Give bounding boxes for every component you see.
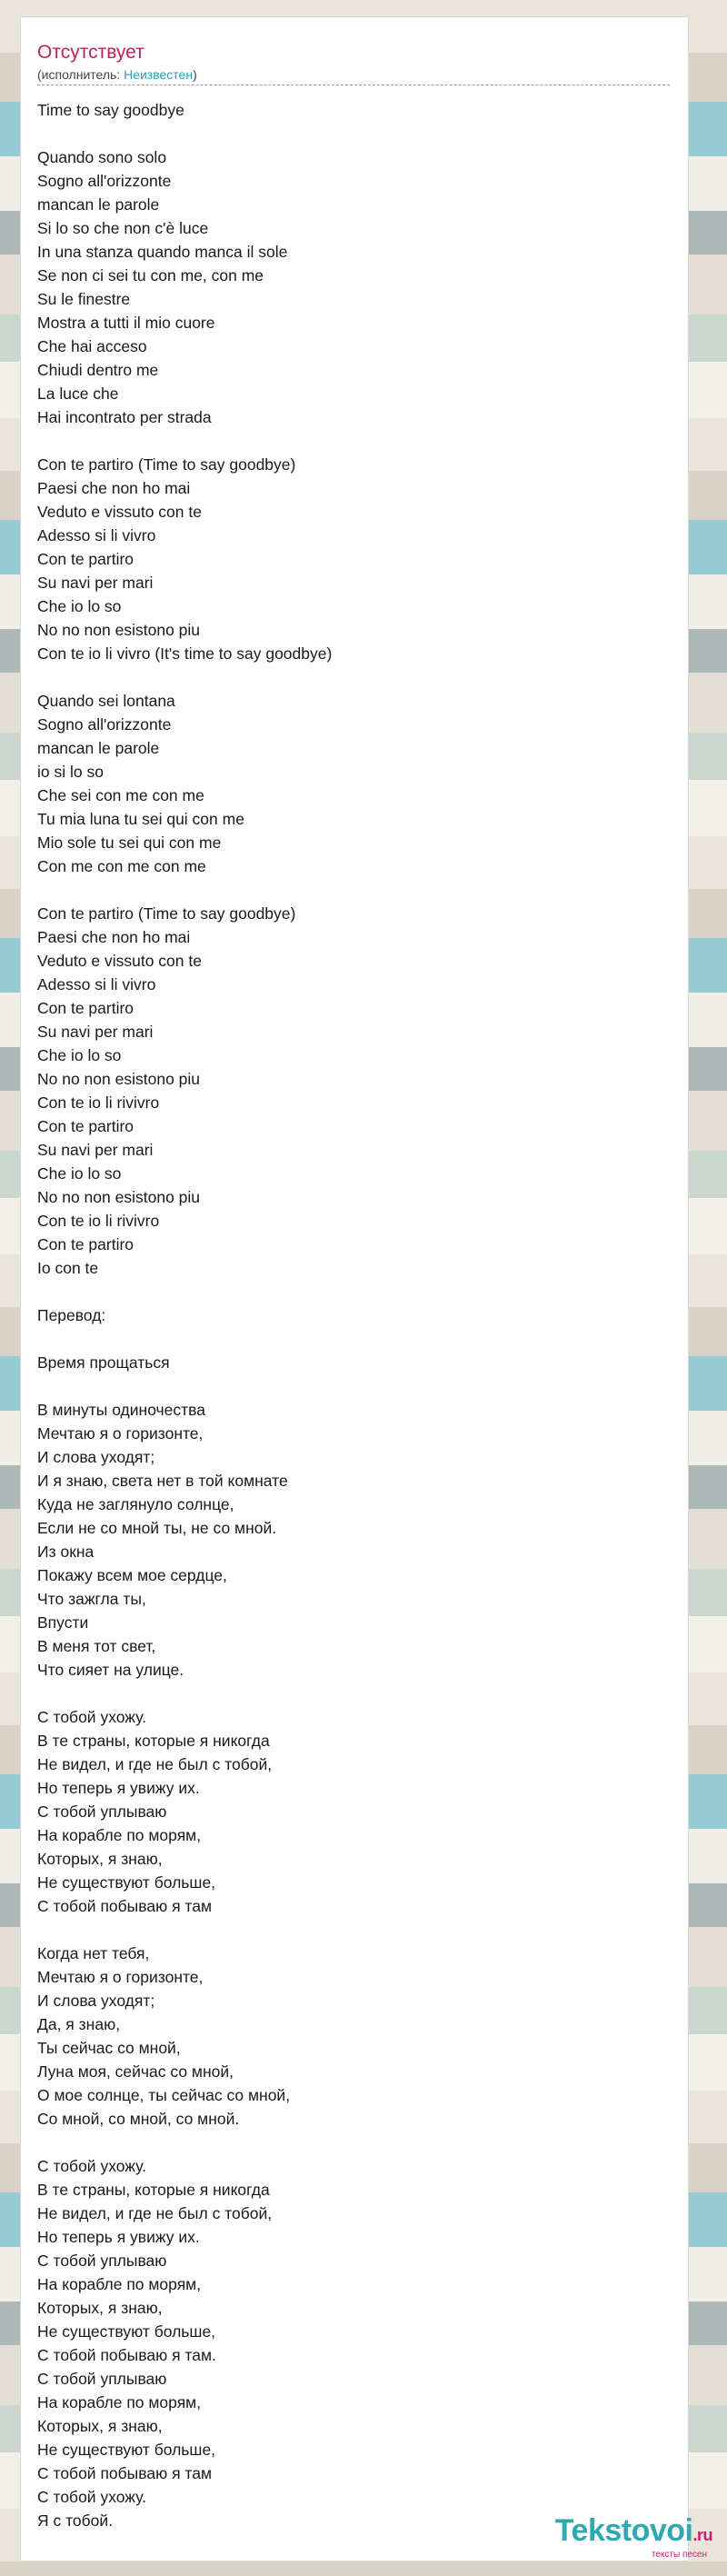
lyric-blank-line: [37, 878, 670, 902]
lyric-line: Su navi per mari: [37, 1023, 154, 1041]
logo-main-text: Tekstovoi: [554, 2513, 693, 2548]
lyric-blank-line: [37, 1918, 670, 1942]
lyric-line: io si lo so: [37, 763, 104, 781]
lyric-line: Когда нет тебя,: [37, 1944, 150, 1962]
lyric-line: На корабле по морям,: [37, 1826, 202, 1844]
lyric-line: No no non esistono piu: [37, 621, 201, 639]
lyric-line: Покажу всем мое сердце,: [37, 1566, 227, 1584]
lyric-line: Не существуют больше,: [37, 2441, 216, 2459]
lyric-line: Su le finestre: [37, 290, 131, 308]
lyric-line: Mio sole tu sei qui con me: [37, 834, 222, 852]
lyric-line: Которых, я знаю,: [37, 2417, 163, 2435]
lyric-line: Adesso si li vivro: [37, 975, 156, 993]
lyric-line: Veduto e vissuto con te: [37, 952, 202, 970]
lyric-line: Но теперь я увижу их.: [37, 1779, 200, 1797]
lyric-line: С тобой побываю я там: [37, 1897, 212, 1915]
lyric-line: Io con te: [37, 1259, 99, 1277]
lyric-line: Время прощаться: [37, 1353, 170, 1372]
lyric-line: Che io lo so: [37, 1164, 122, 1183]
lyric-line: Tu mia luna tu sei qui con me: [37, 810, 244, 828]
lyric-line: Si lo so che non c'è luce: [37, 219, 209, 237]
lyric-blank-line: [37, 429, 670, 453]
lyric-line: С тобой уплываю: [37, 2252, 167, 2270]
lyric-blank-line: [37, 122, 670, 145]
lyric-line: Paesi che non ho mai: [37, 928, 191, 946]
lyric-line: Con te partiro: [37, 1235, 134, 1253]
lyric-line: На корабле по морям,: [37, 2393, 202, 2411]
lyric-line: Sogno all'orizzonte: [37, 172, 172, 190]
lyric-line: Mostra a tutti il mio cuore: [37, 314, 215, 332]
lyric-blank-line: [37, 1682, 670, 1705]
lyric-line: Луна моя, сейчас со мной,: [37, 2062, 234, 2081]
lyric-line: Из окна: [37, 1543, 95, 1561]
lyric-line: Если не со мной ты, не со мной.: [37, 1519, 277, 1537]
artist-link[interactable]: Неизвестен: [124, 67, 194, 82]
lyric-line: Che io lo so: [37, 597, 122, 615]
lyric-line: Не существуют больше,: [37, 2322, 216, 2341]
lyric-line: Con te partiro: [37, 999, 134, 1017]
lyric-line: In una stanza quando manca il sole: [37, 243, 288, 261]
lyric-line: Quando sei lontana: [37, 692, 175, 710]
lyric-line: Con te io li rivivro: [37, 1093, 160, 1112]
song-title: Отсутствует: [37, 42, 144, 63]
site-logo[interactable]: [555, 2515, 712, 2560]
lyric-line: Что сияет на улице.: [37, 1661, 184, 1679]
lyric-line: Hai incontrato per strada: [37, 408, 212, 426]
lyric-line: Со мной, со мной, со мной.: [37, 2110, 240, 2128]
lyric-line: Che sei con me con me: [37, 786, 204, 804]
lyric-line: Chiudi dentro me: [37, 361, 159, 379]
lyric-line: Quando sono solo: [37, 148, 167, 166]
lyric-line: Мечтаю я о горизонте,: [37, 1424, 204, 1443]
artist-suffix: ): [193, 67, 197, 82]
lyric-line: No no non esistono piu: [37, 1188, 201, 1206]
lyric-line: Con te partiro: [37, 550, 134, 568]
lyric-line: Я с тобой.: [37, 2511, 114, 2530]
lyric-line: Не существуют больше,: [37, 1873, 216, 1892]
lyric-line: La luce che: [37, 384, 119, 403]
lyric-line: Che hai acceso: [37, 337, 147, 355]
lyric-blank-line: [37, 665, 670, 689]
lyric-line: Con te partiro: [37, 1117, 134, 1135]
lyric-line: С тобой побываю я там: [37, 2464, 212, 2482]
logo-tagline: тексты песен: [651, 2550, 707, 2560]
lyric-line: Впусти: [37, 1613, 89, 1632]
lyric-line: Которых, я знаю,: [37, 2299, 163, 2317]
lyric-line: Которых, я знаю,: [37, 1850, 163, 1868]
lyric-line: No no non esistono piu: [37, 1070, 201, 1088]
lyric-line: Не видел, и где не был с тобой,: [37, 1755, 273, 1773]
lyric-line: Con me con me con me: [37, 857, 206, 875]
lyric-line: Su navi per mari: [37, 574, 154, 592]
lyric-line: Что зажгла ты,: [37, 1590, 146, 1608]
lyric-line: Con te io li vivro (It's time to say goodbye): [37, 644, 333, 663]
lyric-line: Но теперь я увижу их.: [37, 2228, 200, 2246]
lyric-line: Да, я знаю,: [37, 2015, 121, 2033]
lyric-line: И я знаю, света нет в той комнате: [37, 1472, 288, 1490]
lyric-line: Time to say goodbye: [37, 101, 184, 119]
lyric-line: На корабле по морям,: [37, 2275, 202, 2293]
lyric-line: Перевод:: [37, 1306, 106, 1324]
lyrics-card: [20, 16, 689, 2561]
lyrics-body: [37, 98, 670, 2532]
lyric-line: Не видел, и где не был с тобой,: [37, 2204, 273, 2222]
lyric-line: И слова уходят;: [37, 1448, 155, 1466]
lyric-line: Con te io li rivivro: [37, 1212, 160, 1230]
lyric-line: С тобой уплываю: [37, 2370, 167, 2388]
lyric-line: Sogno all'orizzonte: [37, 715, 172, 734]
lyric-line: С тобой побываю я там.: [37, 2346, 216, 2364]
lyric-line: Che io lo so: [37, 1046, 122, 1064]
lyric-line: С тобой ухожу.: [37, 1708, 147, 1726]
artist-line: [37, 66, 670, 85]
lyric-blank-line: [37, 1327, 670, 1351]
lyric-line: С тобой ухожу.: [37, 2157, 147, 2175]
lyric-line: С тобой ухожу.: [37, 2488, 147, 2506]
lyric-line: В меня тот свет,: [37, 1637, 156, 1655]
lyric-blank-line: [37, 2131, 670, 2154]
lyric-line: В те страны, которые я никогда: [37, 2181, 270, 2199]
lyric-line: mancan le parole: [37, 739, 160, 757]
logo-domain-suffix: .ru: [692, 2526, 712, 2544]
lyric-line: С тобой уплываю: [37, 1802, 167, 1821]
lyric-line: И слова уходят;: [37, 1992, 155, 2010]
lyric-line: Ты сейчас со мной,: [37, 2039, 181, 2057]
lyric-line: Adesso si li vivro: [37, 526, 156, 544]
lyric-line: mancan le parole: [37, 195, 160, 214]
lyric-line: Куда не заглянуло солнце,: [37, 1495, 234, 1513]
lyric-line: Con te partiro (Time to say goodbye): [37, 455, 296, 474]
lyric-line: В те страны, которые я никогда: [37, 1732, 270, 1750]
lyric-line: Veduto e vissuto con te: [37, 503, 202, 521]
lyric-line: Se non ci sei tu con me, con me: [37, 266, 264, 285]
logo-wordmark: [555, 2515, 712, 2551]
lyric-blank-line: [37, 1374, 670, 1398]
lyric-blank-line: [37, 1280, 670, 1303]
lyric-line: Su navi per mari: [37, 1141, 154, 1159]
lyric-line: Мечтаю я о горизонте,: [37, 1968, 204, 1986]
lyric-line: В минуты одиночества: [37, 1401, 206, 1419]
lyric-line: О мое солнце, ты сейчас со мной,: [37, 2086, 291, 2104]
lyric-line: Con te partiro (Time to say goodbye): [37, 904, 296, 923]
artist-prefix: (исполнитель:: [37, 67, 124, 82]
lyric-line: Paesi che non ho mai: [37, 479, 191, 497]
